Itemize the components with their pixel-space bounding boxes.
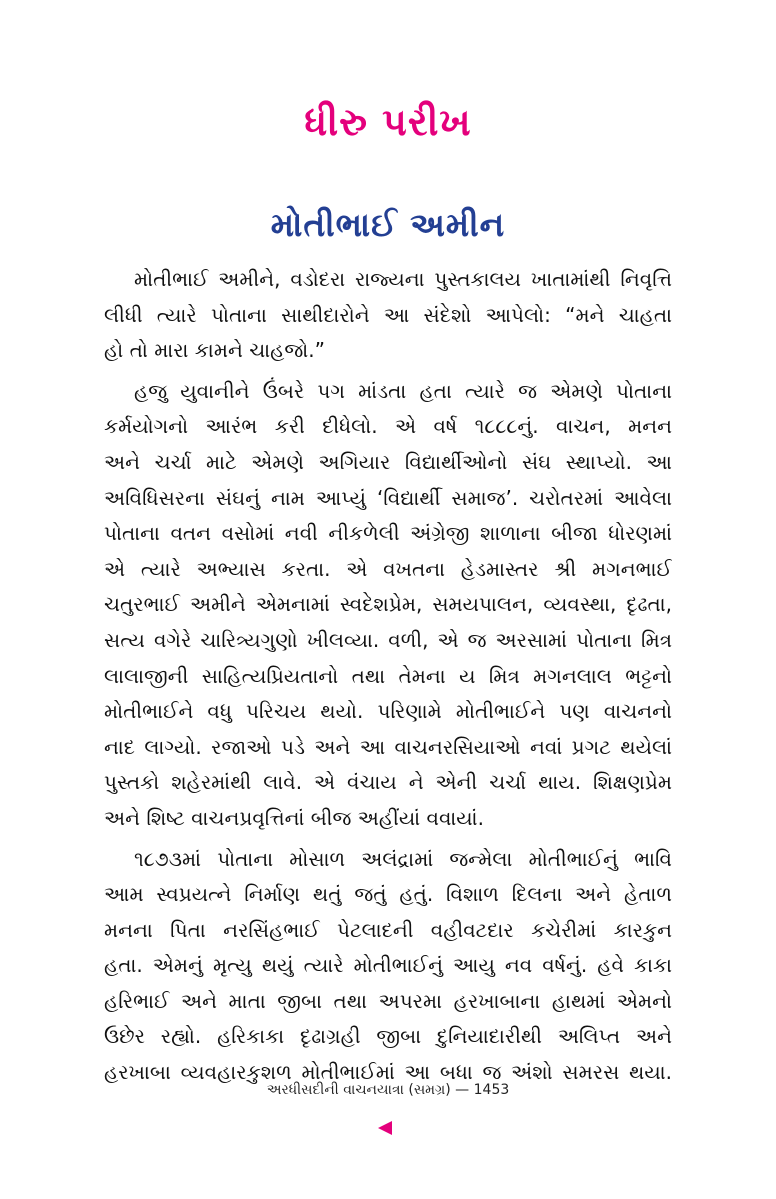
text-line: અને શિષ્ટ વાચનપ્રવૃત્તિનાં બીજ અહીંયાં વવાયાં.	[104, 805, 484, 830]
text-line: પોતાના વતન વસોમાં નવી નીકળેલી અંગ્રેજી શાળાના બીજા ધોરણમાં	[104, 521, 672, 546]
text-line: મોતીભાઈને વધુ પરિચય થયો. પરિણામે મોતીભાઈને પણ વાચનનો	[104, 699, 672, 724]
text-line: પુસ્તકો શહેરમાંથી લાવે. એ વંચાય ને એની ચર્ચા થાય. શિક્ષણપ્રેમ	[104, 770, 672, 795]
text-line: હતા. એમનું મૃત્યુ થયું ત્યારે મોતીભાઈનું આયુ નવ વર્ષનું. હવે કાકા	[104, 953, 672, 978]
text-line: નાદ લાગ્યો. રજાઓ પડે અને આ વાચનરસિયાઓ નવાં પ્રગટ થયેલાં	[104, 734, 672, 759]
text-line: કર્મયોગનો આરંભ કરી દીધેલો. એ વર્ષ ૧૮૮૮નું. વાચન, મનન	[104, 414, 672, 439]
text-line: હો તો મારા કામને ચાહજો.”	[104, 338, 325, 363]
text-line: હરિભાઈ અને માતા જીબા તથા અપરમા હરખાબાના હાથમાં એમનો	[104, 988, 672, 1013]
text-line: ઉછેર રહ્યો. હરિકાકા દૃઢાગ્રહી જીબા દુનિયાદારીથી અલિપ્ત અને	[104, 1024, 672, 1049]
text-line: મનના પિતા નરસિંહભાઈ પેટલાદની વહીવટદાર કચેરીમાં કારકુન	[104, 917, 672, 942]
text-line: હરખાબા વ્યવહારકુશળ મોતીભાઈમાં આ બધા જ અંશો સમરસ થયા.	[104, 1060, 672, 1085]
body-text	[104, 262, 672, 1096]
text-line: આમ સ્વપ્રયત્ને નિર્માણ થતું જતું હતું. વિશાળ દિલના અને હેતાળ	[104, 882, 672, 907]
author-name: ધીરુ પરીખ	[304, 100, 472, 144]
paragraph-2	[104, 374, 672, 837]
text-line: મોતીભાઈ અમીને, વડોદરા રાજ્યના પુસ્તકાલય ખાતામાંથી નિવૃત્તિ	[134, 267, 672, 291]
text-line: સત્ય વગેરે ચારિત્ર્યગુણો ખીલવ્યા. વળી, એ જ અરસામાં પોતાના મિત્ર	[104, 627, 672, 652]
text-line: લીધી ત્યારે પોતાના સાથીદારોને આ સંદેશો આપેલો: “મને ચાહતા	[104, 302, 672, 327]
text-line: ચતુરભાઈ અમીને એમનામાં સ્વદેશપ્રેમ, સમયપાલન, વ્યવસ્થા, દૃઢતા,	[104, 592, 672, 617]
text-line: અને ચર્ચા માટે એમણે અગિયાર વિદ્યાર્થીઓનો સંઘ સ્થાપ્યો. આ	[104, 449, 672, 474]
page-footer: અરધીસદીની વાચનયાત્રા (સમગ્ર) — 1453	[266, 1082, 510, 1098]
paragraph-1	[104, 262, 672, 369]
triangle-left-icon[interactable]	[378, 1121, 392, 1135]
text-line: હજુ યુવાનીને ઉંબરે પગ માંડતા હતા ત્યારે જ એમણે પોતાના	[134, 378, 672, 403]
text-line: ૧૮૭૩માં પોતાના મોસાળ અલંદ્રામાં જન્મેલા મોતીભાઈનું ભાવિ	[134, 846, 672, 871]
text-line: લાલાજીની સાહિત્યપ્રિયતાનો તથા તેમના ય મિત્ર મગનલાલ ભટ્ટનો	[104, 663, 672, 688]
text-line: એ ત્યારે અભ્યાસ કરતા. એ વખતના હેડમાસ્તર શ્રી મગનભાઈ	[104, 556, 672, 581]
paragraph-3	[104, 842, 672, 1091]
text-line: અવિધિસરના સંઘનું નામ આપ્યું ‘વિદ્યાર્થી સમાજ’. ચરોતરમાં આવેલા	[104, 485, 672, 510]
chapter-title: મોતીભાઈ અમીન	[270, 205, 506, 244]
